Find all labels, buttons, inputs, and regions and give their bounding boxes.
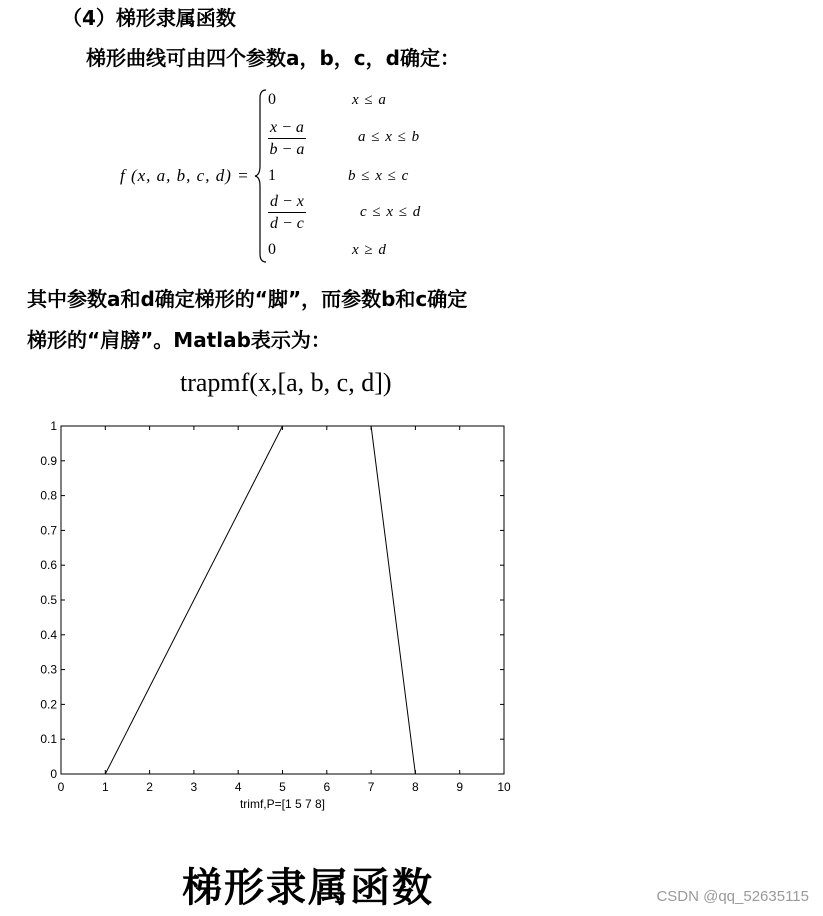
- y-axis: [40, 419, 504, 781]
- y-tick-label: 0.2: [40, 697, 57, 712]
- case-1-value: 0: [268, 91, 276, 108]
- case-4-numerator: d − x: [268, 192, 306, 213]
- description-line-2: 梯形的“肩膀”。Matlab表示为：: [27, 328, 331, 352]
- x-tick-label: 0: [57, 780, 65, 794]
- x-tick-label: 3: [190, 780, 198, 794]
- case-2-fraction: [268, 118, 306, 161]
- y-tick-label: 0.3: [40, 662, 57, 677]
- x-tick-label: 2: [146, 780, 153, 794]
- case-5-value: 0: [268, 241, 276, 258]
- watermark: CSDN @qq_52635115: [656, 888, 809, 905]
- y-tick-label: 0.1: [40, 732, 57, 747]
- x-axis-label: trimf,P=[1 5 7 8]: [239, 797, 326, 811]
- x-tick-label: 9: [456, 780, 464, 794]
- plot-area: [61, 426, 504, 774]
- x-tick-label: 5: [279, 780, 286, 794]
- case-4-denominator: d − c: [270, 215, 304, 232]
- y-tick-label: 0.8: [40, 488, 57, 503]
- y-tick-label: 1: [50, 419, 57, 433]
- x-tick-label: 4: [234, 780, 242, 794]
- case-2-denominator: b − a: [269, 141, 305, 158]
- intro-text: 梯形曲线可由四个参数a，b，c，d确定：: [86, 46, 460, 70]
- y-tick-label: 0.9: [40, 453, 57, 468]
- case-3-condition: b ≤ x ≤ c: [348, 168, 410, 184]
- case-4-fraction: [268, 192, 306, 235]
- big-title: 梯形隶属函数: [182, 865, 434, 911]
- series-group: [61, 426, 504, 774]
- trapezoid-formula: [110, 86, 470, 266]
- x-tick-label: 10: [497, 780, 511, 794]
- y-tick-label: 0.4: [40, 627, 57, 642]
- case-2-numerator: x − a: [268, 118, 306, 139]
- x-tick-label: 6: [323, 780, 331, 794]
- y-tick-label: 0.5: [40, 593, 57, 607]
- case-3-value: 1: [268, 167, 276, 184]
- y-tick-label: 0.6: [40, 558, 57, 573]
- case-4-condition: c ≤ x ≤ d: [360, 204, 422, 220]
- x-tick-label: 1: [101, 780, 109, 794]
- formula-lhs: f (x, a, b, c, d) =: [120, 166, 250, 185]
- case-1-condition: x ≤ a: [352, 92, 387, 108]
- left-brace: [254, 88, 268, 264]
- matlab-expression: trapmf(x,[a, b, c, d]): [180, 368, 392, 397]
- x-tick-label: 7: [367, 780, 375, 794]
- section-heading: （4）梯形隶属函数: [62, 6, 236, 30]
- case-5-condition: x ≥ d: [352, 242, 387, 258]
- description-line-1: 其中参数a和d确定梯形的“脚”，而参数b和c确定: [27, 287, 468, 311]
- case-2-condition: a ≤ x ≤ b: [358, 129, 421, 145]
- trapezoid-series-line: [61, 426, 504, 774]
- x-tick-label: 8: [412, 780, 419, 794]
- y-tick-label: 0: [50, 767, 57, 781]
- x-axis: [58, 426, 511, 794]
- trapmf-chart: [30, 415, 530, 815]
- y-tick-label: 0.7: [40, 523, 57, 538]
